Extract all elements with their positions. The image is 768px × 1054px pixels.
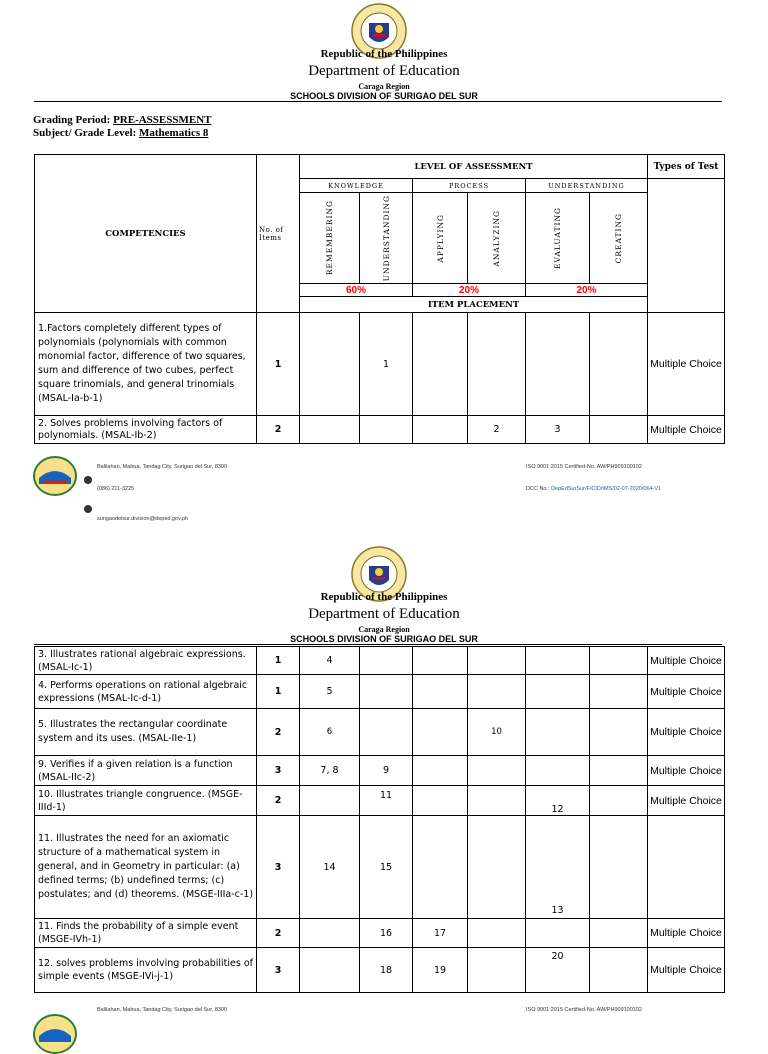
dcc-label: DCC No.: — [526, 486, 550, 492]
types-of-test-header: Types of Test — [648, 155, 725, 179]
test-type-cell: Multiple Choice — [648, 709, 725, 756]
creating-cell — [590, 948, 648, 993]
test-type-cell — [648, 816, 725, 919]
subject-label: Subject/ Grade Level: — [33, 127, 137, 139]
remembering-cell — [300, 919, 360, 948]
evaluating-label: EVALUATING — [553, 207, 562, 269]
items-cell: 1 — [257, 647, 300, 675]
test-type-cell: Multiple Choice — [648, 313, 725, 416]
department-heading: Department of Education — [308, 606, 460, 622]
understanding-label: UNDERSTANDING — [381, 194, 391, 282]
division-heading: SCHOOLS DIVISION OF SURIGAO DEL SUR — [290, 91, 478, 101]
footer-email: surigaodelsur.division@deped.gov.ph — [97, 516, 189, 522]
understanding-cell: 11 — [360, 786, 413, 816]
analyzing-cell: 10 — [468, 709, 526, 756]
items-cell: 2 — [257, 786, 300, 816]
creating-cell — [590, 756, 648, 786]
remembering-cell — [300, 948, 360, 993]
competency-cell: 4. Performs operations on rational algebraic expressions (MSAL-Ic-d-1) — [35, 675, 257, 709]
process-header: PROCESS — [413, 179, 526, 193]
remembering-cell: 5 — [300, 675, 360, 709]
no-items-header: No. of Items — [257, 155, 300, 313]
evaluating-cell — [526, 756, 590, 786]
creating-cell — [590, 647, 648, 675]
region-heading: Caraga Region — [358, 625, 410, 634]
items-cell: 1 — [257, 313, 300, 416]
dcc-value: DepEdSurSur/F/CID/IMS/02-07-2020/064-V1 — [551, 486, 662, 492]
understanding-percent: 20% — [526, 284, 648, 297]
republic-heading: Republic of the Philippines — [320, 591, 448, 603]
analyzing-cell — [468, 919, 526, 948]
evaluating-cell: 12 — [526, 786, 590, 816]
items-cell: 3 — [257, 756, 300, 786]
analyzing-cell — [468, 816, 526, 919]
grading-value: PRE-ASSESSMENT — [113, 114, 212, 126]
applying-cell — [413, 709, 468, 756]
division-heading: SCHOOLS DIVISION OF SURIGAO DEL SUR — [290, 634, 478, 644]
understanding-cell — [360, 675, 413, 709]
republic-heading: Republic of the Philippines — [320, 48, 448, 60]
understanding-cell: 18 — [360, 948, 413, 993]
applying-cell — [413, 647, 468, 675]
competency-cell: 11. Illustrates the need for an axiomatic structure of a mathematical system in general, and in Geometry in particular: (a) defined terms; (b) undefined terms; (c) postulates; and (d) theorems. (MSGE-IIIa-c-1) — [35, 816, 257, 919]
understanding-header: UNDERSTANDING — [526, 179, 648, 193]
subject-value: Mathematics 8 — [139, 127, 209, 139]
test-type-cell: Multiple Choice — [648, 756, 725, 786]
applying-cell: 17 — [413, 919, 468, 948]
creating-cell — [590, 919, 648, 948]
evaluating-cell — [526, 647, 590, 675]
region-heading: Caraga Region — [358, 82, 410, 91]
items-cell: 2 — [257, 416, 300, 444]
competency-cell: 5. Illustrates the rectangular coordinate system and its uses. (MSAL-IIe-1) — [35, 709, 257, 756]
table-row — [35, 647, 725, 675]
table-row — [35, 948, 725, 993]
evaluating-cell — [526, 709, 590, 756]
knowledge-percent: 60% — [300, 284, 413, 297]
understanding-cell — [360, 709, 413, 756]
understanding-cell: 16 — [360, 919, 413, 948]
competency-cell: 3. Illustrates rational algebraic expressions. (MSAL-Ic-1) — [35, 647, 257, 675]
header-divider — [34, 644, 722, 645]
understanding-cell: 15 — [360, 816, 413, 919]
test-type-cell: Multiple Choice — [648, 647, 725, 675]
footer-phone: (086) 211-3225 — [97, 486, 135, 492]
knowledge-header: KNOWLEDGE — [300, 179, 413, 193]
footer-address: Balilahan, Mabua, Tandag City, Surigao del Sur, 8300 — [97, 1007, 228, 1013]
analyzing-cell — [468, 786, 526, 816]
items-cell: 3 — [257, 948, 300, 993]
items-cell: 3 — [257, 816, 300, 919]
remembering-cell — [300, 786, 360, 816]
table-row — [35, 709, 725, 756]
test-type-cell: Multiple Choice — [648, 948, 725, 993]
understanding-cell: 1 — [360, 313, 413, 416]
evaluating-cell — [526, 675, 590, 709]
process-percent: 20% — [413, 284, 526, 297]
footer-address: Balilahan, Mabua, Tandag City, Surigao del Sur, 8300 — [97, 464, 228, 470]
test-type-cell: Multiple Choice — [648, 675, 725, 709]
creating-cell — [590, 709, 648, 756]
competency-cell: 2. Solves problems involving factors of polynomials. (MSAL-Ib-2) — [35, 416, 257, 444]
remembering-cell: 7, 8 — [300, 756, 360, 786]
table-row — [35, 675, 725, 709]
analyzing-label: ANALYZING — [492, 209, 501, 267]
analyzing-cell — [468, 948, 526, 993]
competency-cell: 1.Factors completely different types of polynomials (polynomials with common monomial factor, difference of two squares, sum and difference of two cubes, perfect square trinomials, and general trinomials (MSAL-Ia-b-1) — [35, 313, 257, 416]
test-type-cell: Multiple Choice — [648, 786, 725, 816]
competency-cell: 11. Finds the probability of a simple event (MSGE-IVh-1) — [35, 919, 257, 948]
assessment-table-page-2 — [34, 646, 725, 993]
division-logo-icon — [33, 1014, 77, 1054]
test-type-cell: Multiple Choice — [648, 919, 725, 948]
test-type-cell: Multiple Choice — [648, 416, 725, 444]
competency-cell: 12. solves problems involving probabilities of simple events (MSGE-IVi-j-1) — [35, 948, 257, 993]
evaluating-cell: 13 — [526, 816, 590, 919]
applying-cell — [413, 816, 468, 919]
evaluating-cell: 3 — [526, 416, 590, 444]
remembering-cell: 6 — [300, 709, 360, 756]
footer-iso: ISO 9001:2015 Certified-No. AW/PH909100102 — [526, 1007, 642, 1013]
evaluating-cell — [526, 919, 590, 948]
grading-label: Grading Period: — [33, 114, 111, 126]
evaluating-cell: 20 — [526, 948, 590, 993]
applying-cell: 19 — [413, 948, 468, 993]
analyzing-cell — [468, 756, 526, 786]
creating-label: CREATING — [614, 212, 623, 264]
analyzing-cell — [468, 647, 526, 675]
creating-cell — [590, 786, 648, 816]
items-cell: 2 — [257, 709, 300, 756]
remembering-label: REMEMBERING — [325, 200, 334, 276]
analyzing-cell — [468, 675, 526, 709]
table-row — [35, 816, 725, 919]
creating-cell — [590, 675, 648, 709]
applying-cell — [413, 675, 468, 709]
table-row — [35, 786, 725, 816]
table-row — [35, 919, 725, 948]
footer-iso: ISO 9001:2015 Certified-No. AW/PH909100102 — [526, 464, 642, 470]
items-cell: 1 — [257, 675, 300, 709]
creating-cell — [590, 816, 648, 919]
department-heading: Department of Education — [308, 63, 460, 79]
applying-label: APPLYING — [435, 213, 445, 263]
applying-cell — [413, 756, 468, 786]
competencies-header: COMPETENCIES — [35, 155, 257, 313]
item-placement-header: ITEM PLACEMENT — [300, 297, 648, 313]
remembering-cell: 14 — [300, 816, 360, 919]
applying-cell — [413, 786, 468, 816]
table-row — [35, 756, 725, 786]
competency-cell: 9. Verifies if a given relation is a function (MSAL-IIc-2) — [35, 756, 257, 786]
level-of-assessment-header: LEVEL OF ASSESSMENT — [300, 155, 648, 179]
items-cell: 2 — [257, 919, 300, 948]
understanding-cell: 9 — [360, 756, 413, 786]
understanding-cell — [360, 647, 413, 675]
remembering-cell: 4 — [300, 647, 360, 675]
analyzing-cell: 2 — [468, 416, 526, 444]
competency-cell: 10. Illustrates triangle congruence. (MSGE-IIId-1) — [35, 786, 257, 816]
